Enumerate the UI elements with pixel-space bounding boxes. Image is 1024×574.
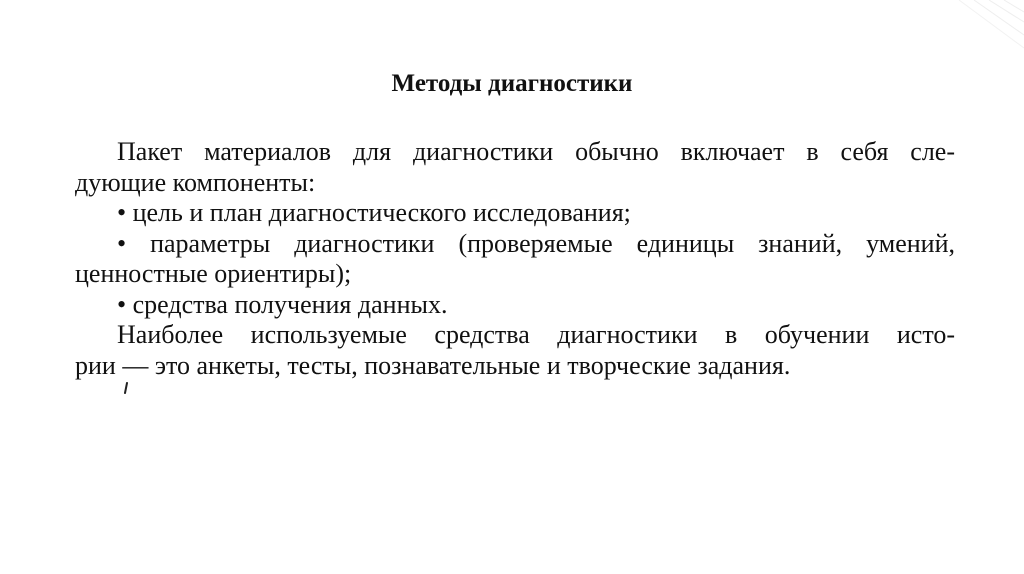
paragraph-line: рии — это анкеты, тесты, познавательные и творческие задания. bbox=[75, 350, 791, 380]
paragraph-line: Пакет материалов для диагностики обычно включает в себя сле- bbox=[117, 137, 955, 166]
page-title: Методы диагностики bbox=[391, 70, 633, 97]
body-text bbox=[75, 137, 955, 381]
paragraph-line: дующие компоненты: bbox=[75, 167, 316, 197]
bullet-item: • средства получения данных. bbox=[117, 289, 448, 319]
bullet-item-continuation: ценностные ориентиры); bbox=[75, 259, 352, 288]
paragraph-line: Наиболее используемые средства диагностики в обучении исто- bbox=[117, 320, 955, 349]
corner-decoration bbox=[904, 0, 1024, 70]
bullet-item: • параметры диагностики (проверяемые единицы знаний, умений, bbox=[117, 228, 955, 258]
bullet-item: • цель и план диагностического исследования; bbox=[117, 198, 631, 227]
stray-mark bbox=[123, 382, 129, 394]
